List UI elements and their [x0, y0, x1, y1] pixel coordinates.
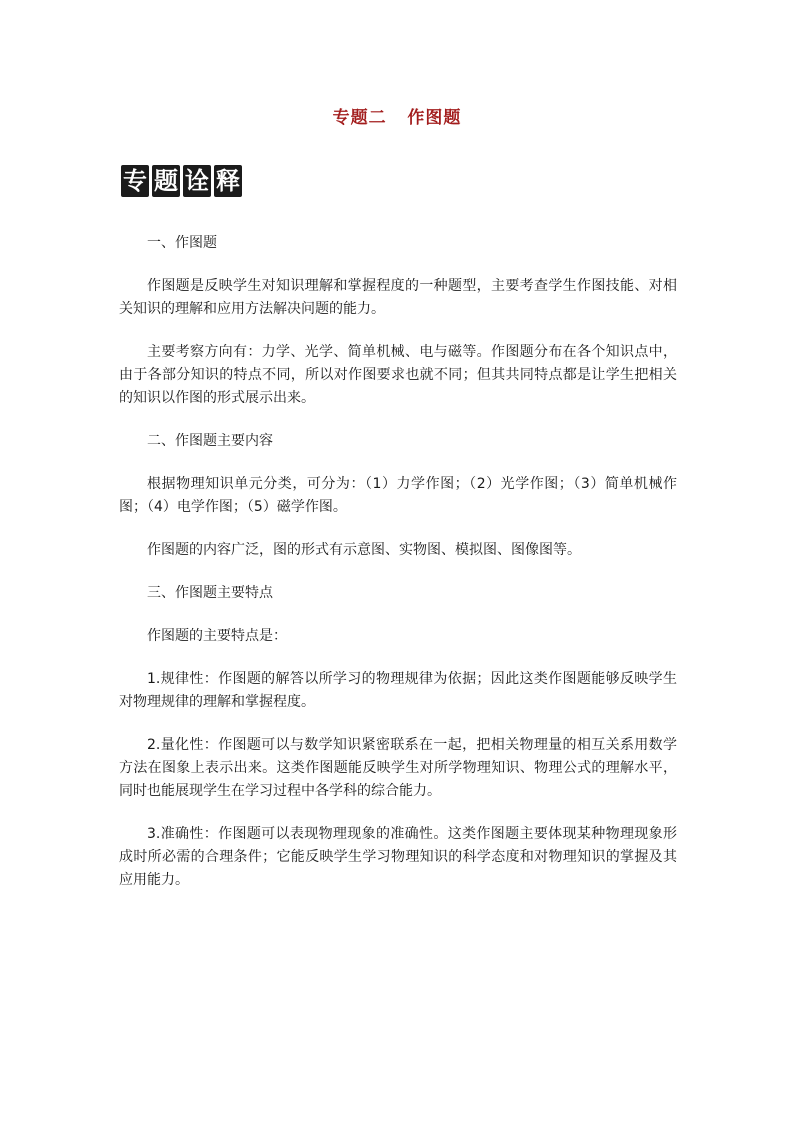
paragraph: 作图题是反映学生对知识理解和掌握程度的一种题型，主要考查学生作图技能、对相关知识的理解和应用方法解决问题的能力。 — [119, 278, 677, 317]
list-item: 2.量化性：作图题可以与数学知识紧密联系在一起，把相关物理量的相互关系用数学方法在图象上表示出来。这类作图题能反映学生对所学物理知识、物理公式的理解水平，同时也能展现学生在学习过程中各学科的综合能力。 — [119, 737, 677, 799]
section-heading-2: 二、作图题主要内容 — [147, 433, 273, 449]
document-body — [119, 232, 677, 912]
section-heading-1: 一、作图题 — [147, 235, 217, 251]
paragraph: 根据物理知识单元分类，可分为：（1）力学作图；（2）光学作图；（3）简单机械作图；（4）电学作图；（5）磁学作图。 — [119, 476, 677, 515]
list-item: 3.准确性：作图题可以表现物理现象的准确性。这类作图题主要体现某种物理现象形成时所必需的合理条件；它能反映学生学习物理知识的科学态度和对物理知识的掌握及其应用能力。 — [119, 826, 677, 888]
page-title: 专题二 作图题 — [332, 108, 462, 128]
section-banner — [121, 165, 242, 197]
banner-char: 释 — [216, 167, 240, 195]
banner-char: 题 — [154, 167, 178, 195]
paragraph: 主要考察方向有：力学、光学、简单机械、电与磁等。作图题分布在各个知识点中，由于各部分知识的特点不同，所以对作图要求也就不同；但其共同特点都是让学生把相关的知识以作图的形式展示出来。 — [119, 344, 677, 406]
paragraph: 作图题的内容广泛，图的形式有示意图、实物图、模拟图、图像图等。 — [147, 542, 581, 558]
section-heading-3: 三、作图题主要特点 — [147, 585, 273, 601]
banner-char: 诠 — [185, 167, 209, 195]
paragraph: 作图题的主要特点是： — [147, 628, 287, 644]
banner-char: 专 — [123, 167, 147, 195]
list-item: 1.规律性：作图题的解答以所学习的物理规律为依据；因此这类作图题能够反映学生对物理规律的理解和掌握程度。 — [119, 671, 677, 710]
